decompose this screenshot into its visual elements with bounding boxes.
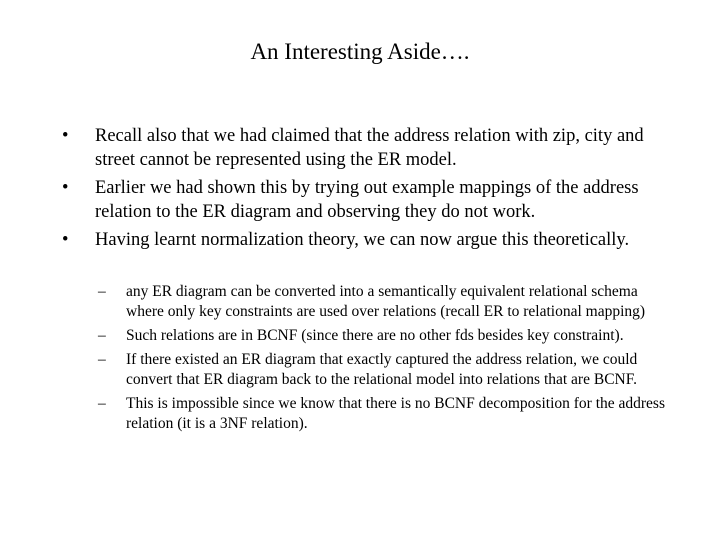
bullet-marker: • — [62, 178, 69, 198]
subbullet-item — [98, 350, 678, 390]
subbullet-text: any ER diagram can be converted into a semantically equivalent relational schema where only key constraints are used over relations (recall ER to relational mapping) — [126, 283, 646, 320]
bullet-marker: • — [62, 230, 69, 250]
subbullet-item — [98, 282, 678, 322]
subbullet-list — [98, 282, 678, 438]
subbullet-text: If there existed an ER diagram that exactly captured the address relation, we could convert that ER diagram back to the relational model into relations that are BCNF. — [126, 351, 638, 388]
slide-title: An Interesting Aside…. — [250, 39, 470, 64]
subbullet-item — [98, 326, 678, 346]
dash-marker: – — [98, 395, 106, 412]
bullet-marker: • — [62, 126, 69, 146]
dash-marker: – — [98, 351, 106, 368]
bullet-text: Having learnt normalization theory, we can now argue this theoretically. — [95, 230, 630, 250]
dash-marker: – — [98, 283, 106, 300]
dash-marker: – — [98, 327, 106, 344]
bullet-text: Earlier we had shown this by trying out example mappings of the address relation to the ER diagram and observing they do not work. — [95, 178, 639, 222]
bullet-item — [62, 124, 672, 172]
subbullet-text: Such relations are in BCNF (since there are no other fds besides key constraint). — [126, 327, 624, 344]
subbullet-item — [98, 394, 678, 434]
bullet-item — [62, 176, 672, 224]
subbullet-text: This is impossible since we know that there is no BCNF decomposition for the address relation (it is a 3NF relation). — [126, 395, 665, 432]
bullet-item — [62, 228, 672, 252]
bullet-list — [62, 124, 672, 256]
bullet-text: Recall also that we had claimed that the address relation with zip, city and street cannot be represented using the ER model. — [95, 126, 644, 170]
